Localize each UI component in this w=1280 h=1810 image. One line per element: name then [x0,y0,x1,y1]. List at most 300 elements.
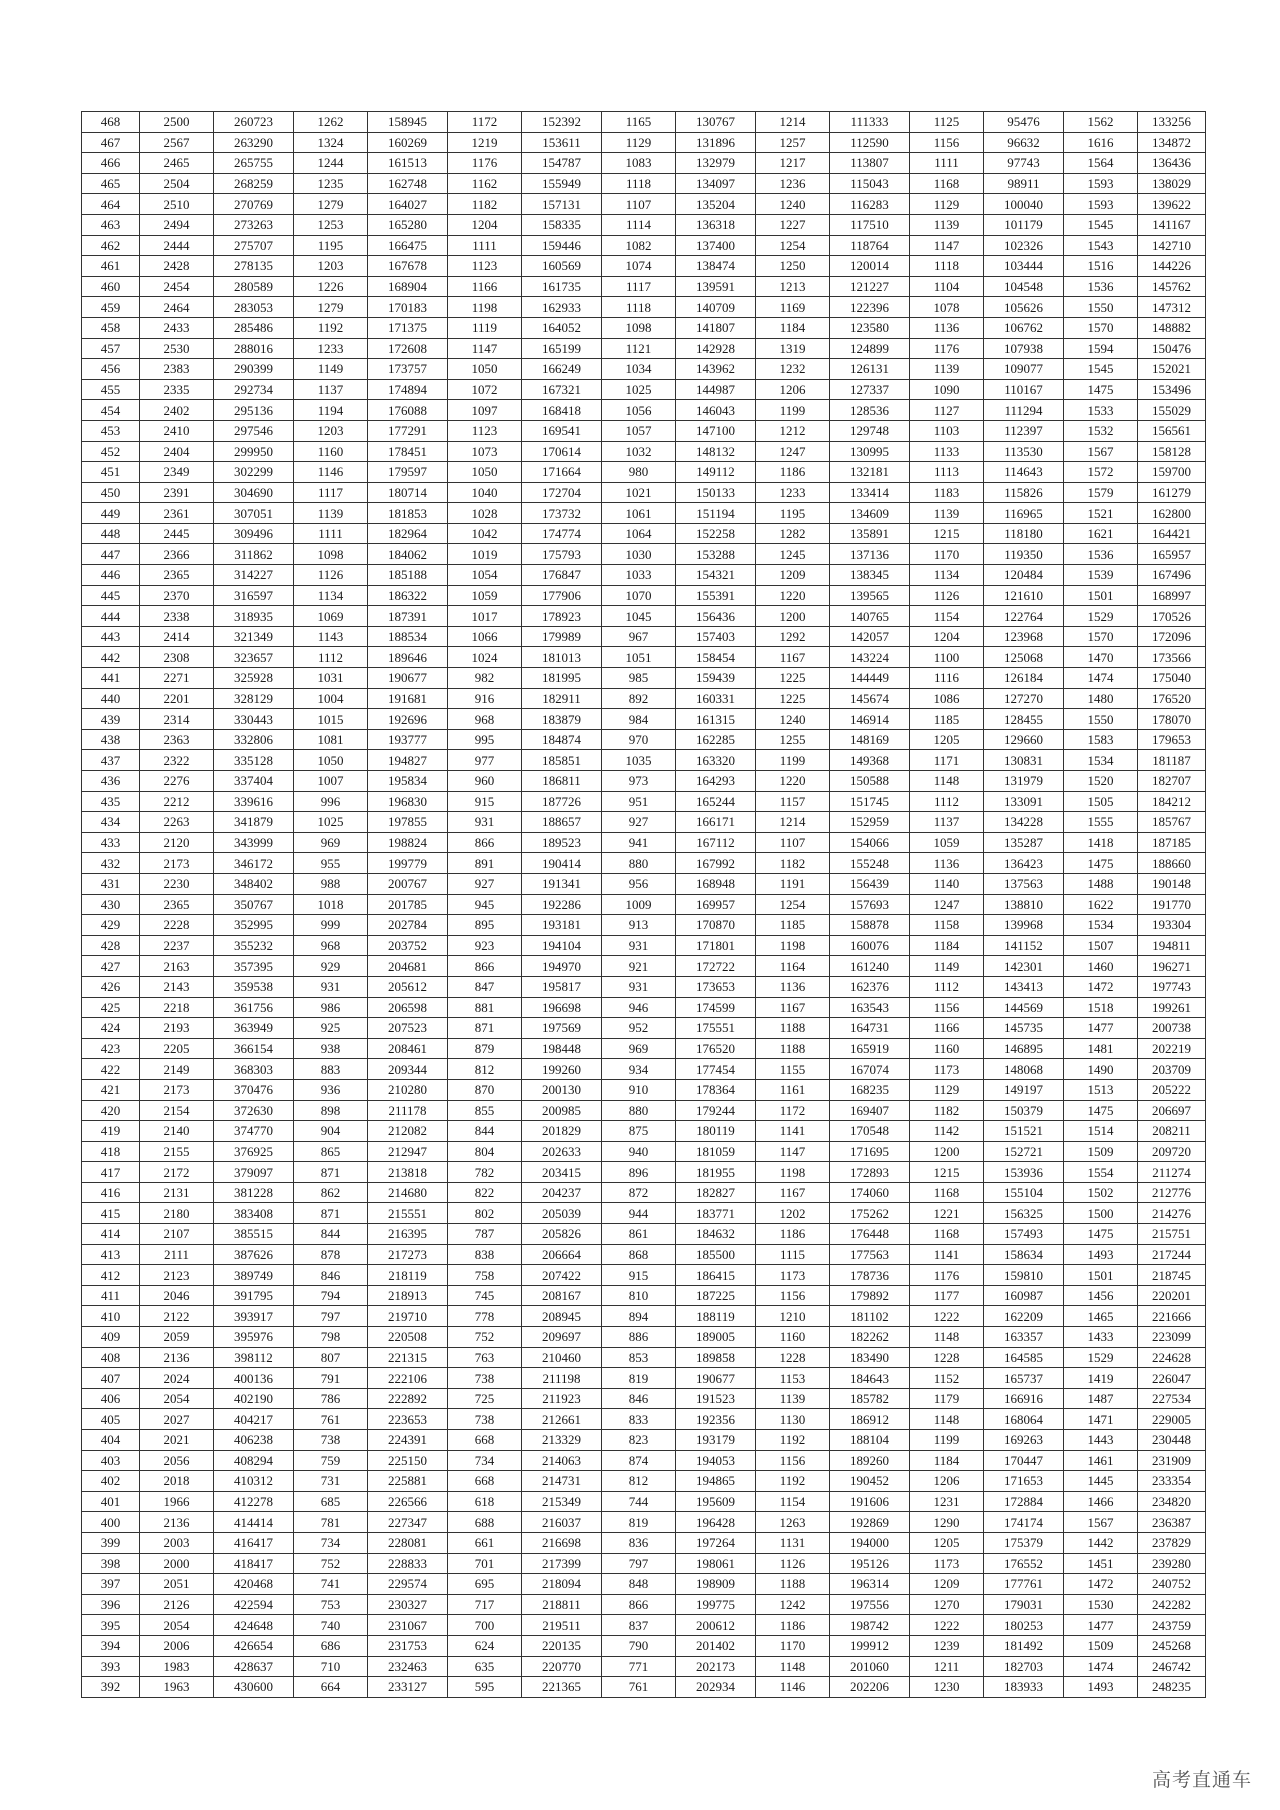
table-cell: 1220 [756,771,830,792]
table-cell: 177563 [830,1244,910,1265]
table-cell: 109077 [984,359,1064,380]
table-cell: 956 [602,873,676,894]
table-cell: 999 [294,915,368,936]
table-cell: 2263 [140,812,214,833]
table-cell: 1136 [910,317,984,338]
table-cell: 206697 [1138,1100,1206,1121]
table-row [82,132,1206,153]
table-cell: 791 [294,1368,368,1389]
table-row [82,1079,1206,1100]
table-cell: 1583 [1064,729,1138,750]
table-cell: 1460 [1064,956,1138,977]
table-cell: 2510 [140,194,214,215]
table-cell: 1160 [756,1327,830,1348]
table-cell: 191341 [522,873,602,894]
table-cell: 147100 [676,420,756,441]
table-cell: 1111 [448,235,522,256]
table-cell: 139591 [676,276,756,297]
table-cell: 201785 [368,894,448,915]
score-cell: 443 [82,626,140,647]
table-cell: 190677 [368,668,448,689]
table-cell: 921 [602,956,676,977]
table-cell: 822 [448,1182,522,1203]
table-cell: 866 [602,1594,676,1615]
table-cell: 759 [294,1450,368,1471]
table-cell: 868 [602,1244,676,1265]
table-cell: 1545 [1064,359,1138,380]
score-cell: 439 [82,709,140,730]
table-cell: 1025 [602,379,676,400]
table-cell: 2402 [140,400,214,421]
table-cell: 745 [448,1285,522,1306]
table-cell: 1033 [602,565,676,586]
table-cell: 936 [294,1079,368,1100]
table-cell: 387626 [214,1244,294,1265]
table-row [82,729,1206,750]
table-cell: 179244 [676,1100,756,1121]
table-cell: 595 [448,1677,522,1698]
table-cell: 160569 [522,256,602,277]
table-cell: 1279 [294,194,368,215]
table-cell: 207523 [368,1018,448,1039]
table-cell: 157493 [984,1224,1064,1245]
table-cell: 273263 [214,214,294,235]
table-cell: 892 [602,688,676,709]
table-cell: 161315 [676,709,756,730]
table-cell: 1225 [756,668,830,689]
table-cell: 1182 [448,194,522,215]
table-cell: 190677 [676,1368,756,1389]
table-cell: 2163 [140,956,214,977]
table-cell: 752 [294,1553,368,1574]
score-cell: 421 [82,1079,140,1100]
table-row [82,1265,1206,1286]
table-cell: 150476 [1138,338,1206,359]
table-cell: 146043 [676,400,756,421]
table-cell: 1057 [602,420,676,441]
table-cell: 105626 [984,297,1064,318]
table-cell: 1111 [294,523,368,544]
table-cell: 1186 [756,1615,830,1636]
table-cell: 734 [448,1450,522,1471]
table-cell: 1143 [294,626,368,647]
table-cell: 980 [602,462,676,483]
table-row [82,482,1206,503]
table-cell: 123580 [830,317,910,338]
table-row [82,194,1206,215]
table-cell: 199775 [676,1594,756,1615]
score-cell: 459 [82,297,140,318]
table-cell: 166171 [676,812,756,833]
table-cell: 164585 [984,1347,1064,1368]
table-cell: 1514 [1064,1121,1138,1142]
table-cell: 1593 [1064,173,1138,194]
table-cell: 224391 [368,1430,448,1451]
table-cell: 847 [448,976,522,997]
table-cell: 1418 [1064,832,1138,853]
table-cell: 191606 [830,1491,910,1512]
table-cell: 184632 [676,1224,756,1245]
table-cell: 181492 [984,1635,1064,1656]
table-cell: 170526 [1138,606,1206,627]
table-cell: 1226 [294,276,368,297]
table-cell: 207422 [522,1265,602,1286]
table-body [82,112,1206,1698]
score-cell: 434 [82,812,140,833]
table-cell: 167678 [368,256,448,277]
table-cell: 414414 [214,1512,294,1533]
table-cell: 1199 [756,400,830,421]
table-cell: 131896 [676,132,756,153]
table-cell: 986 [294,997,368,1018]
table-cell: 618 [448,1491,522,1512]
table-cell: 230327 [368,1594,448,1615]
table-row [82,1512,1206,1533]
table-cell: 1017 [448,606,522,627]
table-cell: 1231 [910,1491,984,1512]
table-cell: 175379 [984,1532,1064,1553]
table-cell: 855 [448,1100,522,1121]
table-cell: 299950 [214,441,294,462]
table-cell: 927 [602,812,676,833]
table-cell: 155248 [830,853,910,874]
table-cell: 1433 [1064,1327,1138,1348]
table-cell: 1153 [756,1368,830,1389]
table-cell: 304690 [214,482,294,503]
table-cell: 179031 [984,1594,1064,1615]
table-cell: 200612 [676,1615,756,1636]
table-cell: 106762 [984,317,1064,338]
table-cell: 110167 [984,379,1064,400]
table-row [82,1244,1206,1265]
table-cell: 178364 [676,1079,756,1100]
table-row [82,1491,1206,1512]
table-cell: 196314 [830,1574,910,1595]
table-cell: 177761 [984,1574,1064,1595]
table-cell: 931 [602,935,676,956]
table-cell: 1292 [756,626,830,647]
table-cell: 1148 [910,771,984,792]
score-cell: 424 [82,1018,140,1039]
table-cell: 952 [602,1018,676,1039]
table-cell: 275707 [214,235,294,256]
table-cell: 239280 [1138,1553,1206,1574]
table-cell: 1186 [756,462,830,483]
table-cell: 283053 [214,297,294,318]
table-cell: 2361 [140,503,214,524]
table-cell: 1148 [910,1327,984,1348]
table-cell: 422594 [214,1594,294,1615]
table-cell: 1963 [140,1677,214,1698]
table-cell: 1232 [756,359,830,380]
table-cell: 1481 [1064,1038,1138,1059]
table-cell: 426654 [214,1635,294,1656]
table-cell: 145674 [830,688,910,709]
table-cell: 98911 [984,173,1064,194]
table-cell: 311862 [214,544,294,565]
table-cell: 170183 [368,297,448,318]
table-cell: 1154 [910,606,984,627]
table-cell: 157131 [522,194,602,215]
table-cell: 812 [448,1059,522,1080]
table-cell: 1148 [756,1656,830,1677]
table-cell: 111294 [984,400,1064,421]
table-cell: 938 [294,1038,368,1059]
table-cell: 188534 [368,626,448,647]
table-cell: 1182 [910,1100,984,1121]
table-cell: 1215 [910,1162,984,1183]
table-cell: 1173 [910,1553,984,1574]
table-row [82,626,1206,647]
table-cell: 221315 [368,1347,448,1368]
table-cell: 1118 [910,256,984,277]
table-cell: 1240 [756,194,830,215]
table-cell: 941 [602,832,676,853]
score-cell: 407 [82,1368,140,1389]
table-cell: 844 [448,1121,522,1142]
table-cell: 866 [448,956,522,977]
table-cell: 1255 [756,729,830,750]
table-cell: 1471 [1064,1409,1138,1430]
table-cell: 185500 [676,1244,756,1265]
table-cell: 176088 [368,400,448,421]
table-cell: 174599 [676,997,756,1018]
table-cell: 210280 [368,1079,448,1100]
table-cell: 802 [448,1203,522,1224]
table-cell: 1103 [910,420,984,441]
table-cell: 1245 [756,544,830,565]
table-cell: 190452 [830,1471,910,1492]
table-cell: 366154 [214,1038,294,1059]
table-cell: 220770 [522,1656,602,1677]
table-cell: 180253 [984,1615,1064,1636]
table-cell: 148132 [676,441,756,462]
table-cell: 161513 [368,153,448,174]
table-cell: 168997 [1138,585,1206,606]
table-cell: 309496 [214,523,294,544]
table-cell: 220135 [522,1635,602,1656]
table-cell: 156439 [830,873,910,894]
table-cell: 1136 [756,976,830,997]
table-cell: 178736 [830,1265,910,1286]
table-cell: 177906 [522,585,602,606]
table-cell: 1228 [756,1347,830,1368]
table-cell: 151745 [830,791,910,812]
table-cell: 1443 [1064,1430,1138,1451]
table-cell: 122764 [984,606,1064,627]
table-cell: 2056 [140,1450,214,1471]
table-cell: 778 [448,1306,522,1327]
table-cell: 2018 [140,1471,214,1492]
table-cell: 119350 [984,544,1064,565]
score-cell: 420 [82,1100,140,1121]
table-row [82,1368,1206,1389]
table-cell: 190148 [1138,873,1206,894]
table-cell: 167074 [830,1059,910,1080]
table-cell: 173653 [676,976,756,997]
table-cell: 176847 [522,565,602,586]
table-cell: 395976 [214,1327,294,1348]
table-cell: 121227 [830,276,910,297]
table-cell: 951 [602,791,676,812]
table-cell: 136423 [984,853,1064,874]
table-row [82,791,1206,812]
table-cell: 2054 [140,1615,214,1636]
table-cell: 359538 [214,976,294,997]
table-cell: 148169 [830,729,910,750]
table-cell: 186322 [368,585,448,606]
table-cell: 977 [448,750,522,771]
score-cell: 431 [82,873,140,894]
table-cell: 1098 [294,544,368,565]
table-cell: 833 [602,1409,676,1430]
table-cell: 318935 [214,606,294,627]
table-row [82,1388,1206,1409]
table-cell: 1270 [910,1594,984,1615]
table-cell: 1170 [756,1635,830,1656]
table-cell: 195817 [522,976,602,997]
table-cell: 1235 [294,173,368,194]
table-cell: 172893 [830,1162,910,1183]
table-cell: 168235 [830,1079,910,1100]
table-row [82,1532,1206,1553]
table-cell: 217244 [1138,1244,1206,1265]
table-cell: 1078 [910,297,984,318]
table-cell: 179653 [1138,729,1206,750]
table-cell: 178070 [1138,709,1206,730]
table-row [82,420,1206,441]
table-cell: 185851 [522,750,602,771]
score-cell: 426 [82,976,140,997]
table-cell: 1050 [294,750,368,771]
table-cell: 165280 [368,214,448,235]
table-cell: 2494 [140,214,214,235]
table-cell: 1567 [1064,1512,1138,1533]
table-cell: 112397 [984,420,1064,441]
table-cell: 181995 [522,668,602,689]
table-cell: 142301 [984,956,1064,977]
table-cell: 101179 [984,214,1064,235]
table-cell: 1069 [294,606,368,627]
table-cell: 198448 [522,1038,602,1059]
table-cell: 2120 [140,832,214,853]
table-cell: 1247 [756,441,830,462]
table-cell: 138345 [830,565,910,586]
table-cell: 1480 [1064,688,1138,709]
table-cell: 134228 [984,812,1064,833]
table-cell: 1520 [1064,771,1138,792]
table-cell: 1114 [602,214,676,235]
table-cell: 1282 [756,523,830,544]
table-cell: 1204 [448,214,522,235]
table-cell: 2276 [140,771,214,792]
table-cell: 172704 [522,482,602,503]
table-cell: 1192 [294,317,368,338]
table-cell: 173732 [522,503,602,524]
table-cell: 210460 [522,1347,602,1368]
table-cell: 142928 [676,338,756,359]
table-cell: 1263 [756,1512,830,1533]
table-cell: 141152 [984,935,1064,956]
table-cell: 140765 [830,606,910,627]
table-cell: 96632 [984,132,1064,153]
table-cell: 292734 [214,379,294,400]
score-cell: 428 [82,935,140,956]
table-cell: 218745 [1138,1265,1206,1286]
table-cell: 1064 [602,523,676,544]
table-cell: 2349 [140,462,214,483]
table-cell: 898 [294,1100,368,1121]
table-cell: 1015 [294,709,368,730]
score-cell: 436 [82,771,140,792]
table-cell: 2404 [140,441,214,462]
score-cell: 455 [82,379,140,400]
table-cell: 325928 [214,668,294,689]
table-cell: 141167 [1138,214,1206,235]
table-cell: 194000 [830,1532,910,1553]
score-cell: 452 [82,441,140,462]
table-cell: 1475 [1064,1100,1138,1121]
table-cell: 1475 [1064,1224,1138,1245]
table-cell: 368303 [214,1059,294,1080]
table-cell: 193304 [1138,915,1206,936]
table-cell: 155391 [676,585,756,606]
table-cell: 1162 [448,173,522,194]
table-cell: 193181 [522,915,602,936]
table-cell: 162933 [522,297,602,318]
table-cell: 230448 [1138,1430,1206,1451]
score-cell: 404 [82,1430,140,1451]
table-cell: 202206 [830,1677,910,1698]
score-cell: 454 [82,400,140,421]
table-cell: 1221 [910,1203,984,1224]
table-cell: 1222 [910,1306,984,1327]
table-cell: 270769 [214,194,294,215]
table-cell: 973 [602,771,676,792]
table-cell: 846 [602,1388,676,1409]
table-cell: 2107 [140,1224,214,1245]
table-cell: 189646 [368,647,448,668]
table-cell: 1250 [756,256,830,277]
table-cell: 2131 [140,1182,214,1203]
table-cell: 220201 [1138,1285,1206,1306]
table-cell: 149112 [676,462,756,483]
table-cell: 171801 [676,935,756,956]
table-cell: 1059 [910,832,984,853]
score-cell: 447 [82,544,140,565]
table-row [82,688,1206,709]
table-cell: 215751 [1138,1224,1206,1245]
table-cell: 1570 [1064,626,1138,647]
table-cell: 158634 [984,1244,1064,1265]
table-cell: 668 [448,1471,522,1492]
table-cell: 107938 [984,338,1064,359]
table-cell: 200985 [522,1100,602,1121]
table-cell: 1983 [140,1656,214,1677]
table-row [82,1677,1206,1698]
table-cell: 668 [448,1430,522,1451]
table-cell: 2173 [140,1079,214,1100]
table-cell: 146895 [984,1038,1064,1059]
table-cell: 1173 [756,1265,830,1286]
table-cell: 134872 [1138,132,1206,153]
table-cell: 416417 [214,1532,294,1553]
table-cell: 970 [602,729,676,750]
table-cell: 176448 [830,1224,910,1245]
table-cell: 126184 [984,668,1064,689]
table-cell: 2335 [140,379,214,400]
table-cell: 197264 [676,1532,756,1553]
